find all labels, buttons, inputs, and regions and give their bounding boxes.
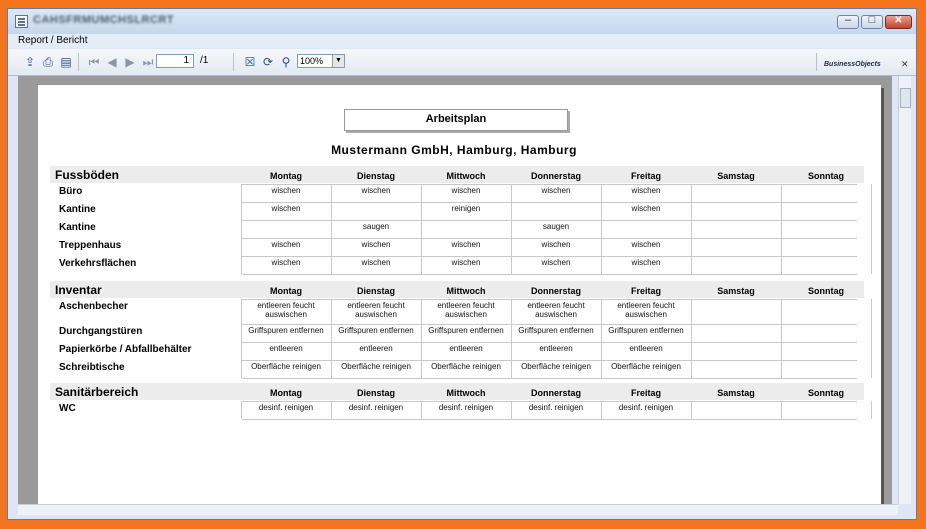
grid-line xyxy=(331,401,332,419)
column-header-sonntag: Sonntag xyxy=(808,171,844,181)
search-icon[interactable]: ⚲ xyxy=(281,55,291,69)
report-title-box xyxy=(344,109,568,131)
column-header-freitag: Freitag xyxy=(630,286,661,296)
close-icon: ✕ xyxy=(894,15,903,26)
grid-line xyxy=(242,419,857,420)
column-header-mittwoch: Mittwoch xyxy=(446,388,486,398)
column-header-samstag: Samstag xyxy=(717,388,755,398)
next-page-icon[interactable]: ▶ xyxy=(125,55,135,69)
schedule-cell: entleeren xyxy=(359,344,393,353)
grid-line xyxy=(871,299,872,378)
grid-line xyxy=(511,299,512,378)
schedule-cell: entleeren feucht auswischen xyxy=(257,301,315,319)
schedule-cell: wischen xyxy=(541,240,571,249)
column-header-samstag: Samstag xyxy=(717,171,755,181)
report-canvas xyxy=(18,76,892,504)
grid-line xyxy=(242,401,857,402)
schedule-cell: desinf. reinigen xyxy=(348,403,404,412)
schedule-cell: Griffspuren entfernen xyxy=(338,326,414,335)
schedule-cell: saugen xyxy=(542,222,570,231)
schedule-cell: wischen xyxy=(631,204,661,213)
menu-bar xyxy=(8,34,916,48)
schedule-cell: Oberfläche reinigen xyxy=(431,362,501,371)
section-title: Fussböden xyxy=(55,168,120,182)
grid-line xyxy=(242,202,857,203)
grid-line xyxy=(691,299,692,378)
grid-line xyxy=(781,184,782,274)
grid-line xyxy=(601,299,602,378)
toolbar-separator xyxy=(816,53,817,71)
column-header-freitag: Freitag xyxy=(630,171,661,181)
column-header-donnerstag: Donnerstag xyxy=(530,286,581,296)
grid-line xyxy=(242,378,857,379)
schedule-cell: desinf. reinigen xyxy=(258,403,314,412)
print-icon[interactable]: ⎙ xyxy=(43,55,53,69)
schedule-cell: Griffspuren entfernen xyxy=(248,326,324,335)
schedule-cell: wischen xyxy=(451,186,481,195)
grid-line xyxy=(511,184,512,274)
stop-icon[interactable]: ☒ xyxy=(244,55,256,69)
toolbar xyxy=(8,49,916,76)
row-label: Schreibtische xyxy=(59,362,125,373)
section-title: Sanitärbereich xyxy=(55,385,139,399)
schedule-cell: reinigen xyxy=(451,204,481,213)
report-app-icon xyxy=(15,15,28,28)
row-label: WC xyxy=(59,403,76,414)
schedule-cell: wischen xyxy=(271,258,301,267)
schedule-cell: Oberfläche reinigen xyxy=(251,362,321,371)
toolbar-separator xyxy=(78,53,79,71)
menu-report[interactable]: Report / Bericht xyxy=(18,35,88,46)
title-bar[interactable] xyxy=(8,9,916,34)
page-number-input[interactable]: 1 xyxy=(156,54,194,68)
column-header-montag: Montag xyxy=(270,171,302,181)
brand-logo: BusinessObjects xyxy=(824,61,881,68)
schedule-cell: Griffspuren entfernen xyxy=(608,326,684,335)
schedule-cell: entleeren xyxy=(449,344,483,353)
company-name: Mustermann GmbH, Hamburg, Hamburg xyxy=(331,143,577,157)
schedule-cell: wischen xyxy=(361,240,391,249)
schedule-cell: wischen xyxy=(541,186,571,195)
grid-line xyxy=(242,342,857,343)
column-header-donnerstag: Donnerstag xyxy=(530,171,581,181)
grid-line xyxy=(331,299,332,378)
schedule-cell: wischen xyxy=(361,186,391,195)
grid-line xyxy=(601,401,602,419)
row-label: Durchgangstüren xyxy=(59,326,143,337)
column-header-mittwoch: Mittwoch xyxy=(446,286,486,296)
schedule-cell: wischen xyxy=(361,258,391,267)
section-title: Inventar xyxy=(55,283,102,297)
minimize-button[interactable] xyxy=(837,15,859,29)
row-label: Treppenhaus xyxy=(59,240,122,251)
page-total: /1 xyxy=(200,55,209,66)
schedule-cell: Griffspuren entfernen xyxy=(518,326,594,335)
grid-line xyxy=(242,220,857,221)
column-header-sonntag: Sonntag xyxy=(808,286,844,296)
export-icon[interactable]: ⇪ xyxy=(24,55,36,69)
grid-line xyxy=(601,184,602,274)
schedule-cell: entleeren xyxy=(629,344,663,353)
grid-line xyxy=(511,401,512,419)
tree-toggle-icon[interactable]: ▤ xyxy=(60,55,72,69)
column-header-freitag: Freitag xyxy=(630,388,661,398)
schedule-cell: wischen xyxy=(451,258,481,267)
grid-line xyxy=(241,299,242,378)
first-page-icon[interactable]: ⏮ xyxy=(88,55,100,69)
schedule-cell: entleeren feucht auswischen xyxy=(437,301,495,319)
column-header-montag: Montag xyxy=(270,388,302,398)
column-header-montag: Montag xyxy=(270,286,302,296)
grid-line xyxy=(241,401,242,419)
schedule-cell: wischen xyxy=(541,258,571,267)
panel-close-icon[interactable]: ✕ xyxy=(901,59,909,69)
maximize-icon: □ xyxy=(868,14,876,26)
schedule-cell: Griffspuren entfernen xyxy=(428,326,504,335)
grid-line xyxy=(331,184,332,274)
row-label: Aschenbecher xyxy=(59,301,128,312)
refresh-icon[interactable]: ⟳ xyxy=(262,55,274,69)
window-title: CAHSFRMUMCHSLRCRT xyxy=(33,14,175,26)
grid-line xyxy=(242,274,857,275)
row-label: Kantine xyxy=(59,204,96,215)
schedule-cell: wischen xyxy=(631,240,661,249)
column-header-dienstag: Dienstag xyxy=(356,388,395,398)
schedule-cell: desinf. reinigen xyxy=(528,403,584,412)
grid-line xyxy=(421,401,422,419)
row-label: Papierkörbe / Abfallbehälter xyxy=(59,344,192,355)
schedule-cell: entleeren feucht auswischen xyxy=(527,301,585,319)
grid-line xyxy=(871,401,872,419)
row-label: Büro xyxy=(59,186,83,197)
schedule-cell: Oberfläche reinigen xyxy=(341,362,411,371)
grid-line xyxy=(242,256,857,257)
schedule-cell: Oberfläche reinigen xyxy=(521,362,591,371)
schedule-cell: desinf. reinigen xyxy=(618,403,674,412)
minimize-icon: – xyxy=(844,14,852,26)
report-title: Arbeitsplan xyxy=(425,113,487,125)
schedule-cell: wischen xyxy=(631,258,661,267)
schedule-cell: wischen xyxy=(271,240,301,249)
report-viewer-window xyxy=(7,8,917,520)
row-label: Verkehrsflächen xyxy=(59,258,137,269)
grid-line xyxy=(691,401,692,419)
prev-page-icon[interactable]: ◀ xyxy=(107,55,117,69)
toolbar-separator xyxy=(233,53,234,71)
scroll-thumb[interactable] xyxy=(900,88,911,108)
grid-line xyxy=(421,299,422,378)
grid-line xyxy=(242,360,857,361)
schedule-cell: entleeren xyxy=(269,344,303,353)
horizontal-scrollbar[interactable] xyxy=(18,504,898,515)
row-label: Kantine xyxy=(59,222,96,233)
zoom-select[interactable] xyxy=(297,54,345,68)
schedule-cell: wischen xyxy=(271,186,301,195)
last-page-icon[interactable]: ⏭ xyxy=(142,55,154,69)
schedule-cell: entleeren feucht auswischen xyxy=(617,301,675,319)
report-page xyxy=(38,85,881,506)
column-header-mittwoch: Mittwoch xyxy=(446,171,486,181)
maximize-button[interactable] xyxy=(861,15,883,29)
chevron-down-icon[interactable]: ▼ xyxy=(332,55,344,67)
column-header-donnerstag: Donnerstag xyxy=(530,388,581,398)
grid-line xyxy=(241,184,242,274)
schedule-cell: wischen xyxy=(271,204,301,213)
grid-line xyxy=(242,238,857,239)
column-header-dienstag: Dienstag xyxy=(356,171,395,181)
column-header-samstag: Samstag xyxy=(717,286,755,296)
schedule-cell: saugen xyxy=(362,222,390,231)
grid-line xyxy=(242,324,857,325)
grid-line xyxy=(781,401,782,419)
grid-line xyxy=(691,184,692,274)
schedule-cell: entleeren xyxy=(539,344,573,353)
grid-line xyxy=(871,184,872,274)
column-header-dienstag: Dienstag xyxy=(356,286,395,296)
vertical-scrollbar[interactable] xyxy=(898,76,911,504)
schedule-cell: entleeren feucht auswischen xyxy=(347,301,405,319)
close-button[interactable] xyxy=(885,15,912,29)
zoom-value: 100% xyxy=(300,56,324,66)
schedule-cell: wischen xyxy=(631,186,661,195)
grid-line xyxy=(242,184,857,185)
schedule-cell: Oberfläche reinigen xyxy=(611,362,681,371)
schedule-cell: desinf. reinigen xyxy=(438,403,494,412)
grid-line xyxy=(781,299,782,378)
schedule-cell: wischen xyxy=(451,240,481,249)
column-header-sonntag: Sonntag xyxy=(808,388,844,398)
grid-line xyxy=(421,184,422,274)
grid-line xyxy=(242,299,857,300)
